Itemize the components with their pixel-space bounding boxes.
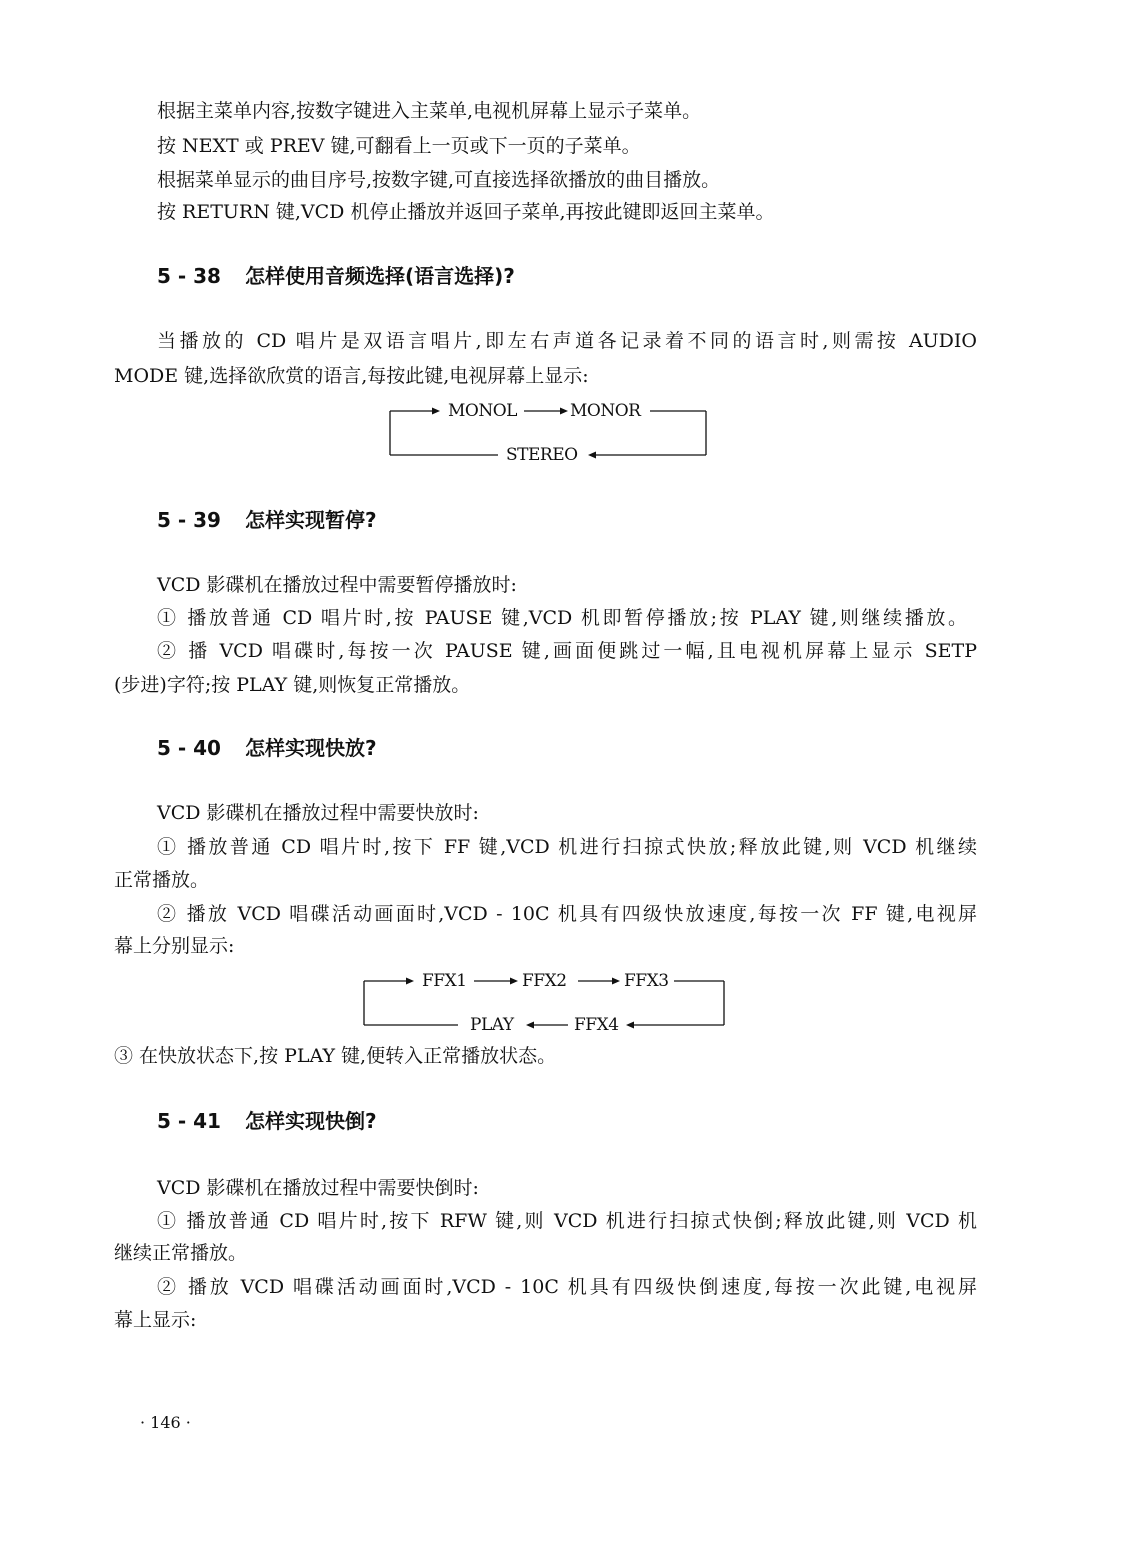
- section-heading-5-38: [157, 262, 515, 290]
- paragraph-line: ② 播放 VCD 唱碟活动画面时,VCD - 10C 机具有四级快倒速度,每按一次此键,电视屏: [157, 1276, 977, 1298]
- section-heading-5-41: [157, 1107, 377, 1135]
- paragraph-line: VCD 影碟机在播放过程中需要快倒时:: [157, 1177, 479, 1199]
- fast-forward-cycle-diagram: [362, 967, 728, 1035]
- section-title: 怎样实现快放?: [245, 736, 377, 760]
- paragraph-line: ① 播放普通 CD 唱片时,按下 FF 键,VCD 机进行扫掠式快放;释放此键,则 VCD 机继续: [157, 836, 977, 858]
- intro-line-3: 根据菜单显示的曲目序号,按数字键,可直接选择欲播放的曲目播放。: [157, 169, 721, 191]
- paragraph-line: 继续正常播放。: [114, 1242, 248, 1264]
- paragraph-line: ③ 在快放状态下,按 PLAY 键,便转入正常播放状态。: [114, 1045, 557, 1067]
- intro-line-4: 按 RETURN 键,VCD 机停止播放并返回子菜单,再按此键即返回主菜单。: [157, 201, 775, 223]
- section-title: 怎样实现暂停?: [245, 508, 377, 532]
- speed-label-play: PLAY: [470, 1015, 514, 1035]
- paragraph-line: ① 播放普通 CD 唱片时,按下 RFW 键,则 VCD 机进行扫掠式快倒;释放此键,则 VCD 机: [157, 1210, 977, 1232]
- audio-mode-cycle-diagram: [388, 398, 708, 465]
- paragraph-line: 幕上显示:: [114, 1309, 197, 1331]
- intro-line-1: 根据主菜单内容,按数字键进入主菜单,电视机屏幕上显示子菜单。: [157, 100, 702, 122]
- mode-label-monor: MONOR: [570, 401, 641, 421]
- section-title: 怎样使用音频选择(语言选择)?: [245, 264, 515, 288]
- paragraph-line: VCD 影碟机在播放过程中需要暂停播放时:: [157, 574, 517, 596]
- speed-label-ffx3: FFX3: [624, 971, 669, 991]
- paragraph-line: (步进)字符;按 PLAY 键,则恢复正常播放。: [114, 674, 471, 696]
- intro-line-2: 按 NEXT 或 PREV 键,可翻看上一页或下一页的子菜单。: [157, 135, 641, 157]
- speed-label-ffx4: FFX4: [574, 1015, 619, 1035]
- paragraph-line: ① 播放普通 CD 唱片时,按 PAUSE 键,VCD 机即暂停播放;按 PLAY 键,则继续播放。: [157, 607, 967, 629]
- paragraph-line: VCD 影碟机在播放过程中需要快放时:: [157, 802, 479, 824]
- section-heading-5-39: [157, 506, 377, 534]
- mode-label-stereo: STEREO: [506, 445, 578, 465]
- paragraph-line: 当播放的 CD 唱片是双语言唱片,即左右声道各记录着不同的语言时,则需按 AUDIO: [157, 330, 977, 352]
- section-title: 怎样实现快倒?: [245, 1109, 377, 1133]
- section-heading-5-40: [157, 734, 377, 762]
- section-number: 5 - 40: [157, 736, 221, 760]
- paragraph-line: ② 播 VCD 唱碟时,每按一次 PAUSE 键,画面便跳过一幅,且电视机屏幕上显示 SETP: [157, 640, 977, 662]
- mode-label-monol: MONOL: [448, 401, 517, 421]
- paragraph-line: 正常播放。: [114, 869, 210, 891]
- speed-label-ffx1: FFX1: [422, 971, 467, 991]
- paragraph-line: MODE 键,选择欲欣赏的语言,每按此键,电视屏幕上显示:: [114, 365, 589, 387]
- section-number: 5 - 41: [157, 1109, 221, 1133]
- paragraph-line: 幕上分别显示:: [114, 935, 235, 957]
- section-number: 5 - 38: [157, 264, 221, 288]
- section-number: 5 - 39: [157, 508, 221, 532]
- paragraph-line: ② 播放 VCD 唱碟活动画面时,VCD - 10C 机具有四级快放速度,每按一次 FF 键,电视屏: [157, 903, 977, 925]
- speed-label-ffx2: FFX2: [522, 971, 567, 991]
- page-number: · 146 ·: [140, 1413, 191, 1432]
